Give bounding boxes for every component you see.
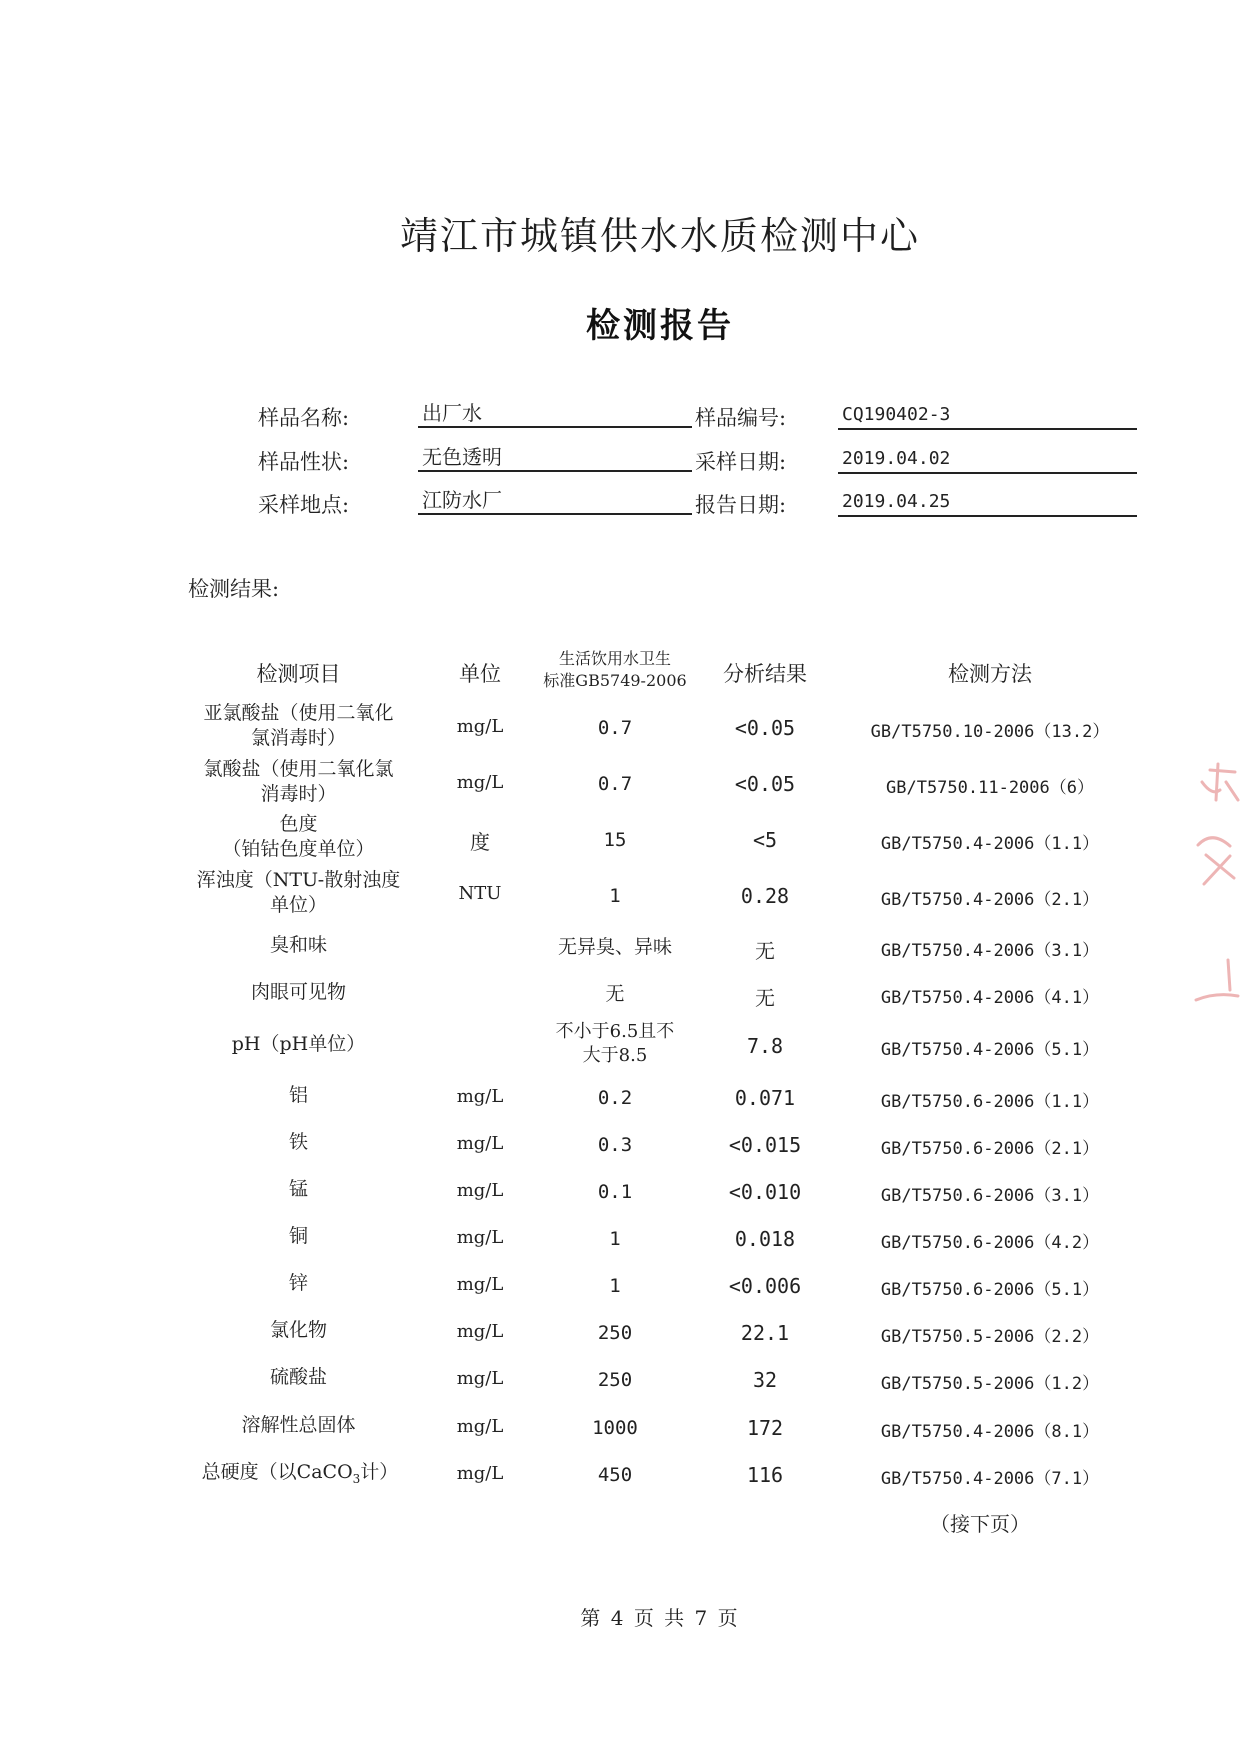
table-row-method: GB/T5750.6-2006（3.1） (880, 1186, 1100, 1206)
table-row-method: GB/T5750.4-2006（7.1） (880, 1469, 1100, 1489)
table-row-unit: mg/L (456, 716, 504, 737)
table-row-unit: mg/L (456, 1368, 504, 1389)
table-row-standard: 1 (609, 885, 621, 907)
table-row-method: GB/T5750.6-2006（4.2） (880, 1233, 1100, 1253)
table-row-result: <0.006 (728, 1274, 802, 1298)
continue-note: （接下页） (930, 1512, 1030, 1536)
table-row-item: 臭和味 (269, 934, 327, 956)
table-row-item (176, 868, 421, 918)
table-row-item: 肉眼可见物 (250, 981, 346, 1003)
table-row-method: GB/T5750.6-2006（5.1） (880, 1280, 1100, 1300)
table-row-standard: 0.3 (597, 1134, 633, 1156)
table-row-item: 铜 (288, 1225, 308, 1247)
table-row-result: 22.1 (740, 1321, 790, 1345)
table-row-result: <5 (752, 828, 778, 852)
header-method: 检测方法 (948, 662, 1032, 686)
header-unit: 单位 (459, 662, 501, 686)
table-row-standard: 250 (597, 1322, 633, 1344)
table-row-item: 锰 (288, 1178, 308, 1200)
table-row-result: 0.28 (740, 884, 790, 908)
table-row-method: GB/T5750.11-2006（6） (886, 778, 1094, 798)
table-row-item (180, 1460, 420, 1492)
table-row-result: <0.010 (728, 1180, 802, 1204)
item-line1: 色度 (279, 813, 318, 835)
table-row-result: 0.018 (734, 1227, 796, 1251)
table-row-item: 溶解性总固体 (241, 1414, 356, 1436)
table-row-result: 32 (752, 1368, 778, 1392)
table-row-unit: 度 (470, 830, 490, 854)
table-row-method: GB/T5750.4-2006（8.1） (880, 1422, 1100, 1442)
item-line1: 亚氯酸盐（使用二氧化 (203, 702, 394, 724)
item-line1: 氯酸盐（使用二氧化氯 (203, 758, 394, 780)
sample-number-label: 样品编号: (695, 406, 787, 430)
stamp-fragment (1190, 760, 1240, 1010)
table-row-unit: mg/L (456, 1321, 504, 1342)
report-date-value: 2019.04.25 (838, 489, 1137, 517)
table-row-method: GB/T5750.5-2006（1.2） (880, 1374, 1100, 1394)
item-line1: 浑浊度（NTU-散射浊度 (196, 869, 401, 891)
table-row-standard: 1 (609, 1275, 621, 1297)
table-row-item: 硫酸盐 (269, 1366, 327, 1388)
header-standard (535, 648, 695, 692)
sample-number-value: CQ190402-3 (838, 402, 1137, 430)
sampling-location-value: 江防水厂 (418, 487, 692, 515)
table-row-result: <0.05 (734, 716, 796, 740)
item-text-after: 计） (360, 1461, 399, 1483)
table-row-standard: 250 (597, 1369, 633, 1391)
table-row-unit: mg/L (456, 1274, 504, 1295)
table-row-result: 7.8 (746, 1034, 784, 1058)
standard-line2: 大于8.5 (582, 1045, 648, 1066)
table-row-result: <0.05 (734, 772, 796, 796)
table-row-item: 锌 (288, 1272, 308, 1294)
table-row-unit: mg/L (456, 1227, 504, 1248)
sampling-location-label: 采样地点: (258, 493, 350, 517)
table-row-standard: 0.2 (597, 1087, 633, 1109)
table-row-standard: 15 (603, 829, 627, 851)
table-row-method: GB/T5750.4-2006（4.1） (880, 988, 1100, 1008)
table-row-method: GB/T5750.6-2006（2.1） (880, 1139, 1100, 1159)
table-row-standard: 1 (609, 1228, 621, 1250)
item-line2: 氯消毒时） (250, 727, 346, 749)
sampling-date-label: 采样日期: (695, 450, 787, 474)
table-row-item (176, 701, 421, 751)
results-label: 检测结果: (188, 577, 280, 601)
table-row-standard: 0.1 (597, 1181, 633, 1203)
header-item: 检测项目 (256, 662, 341, 686)
table-row-method: GB/T5750.10-2006（13.2） (870, 722, 1110, 742)
item-line2: 单位） (269, 894, 327, 916)
table-row-result: 172 (746, 1416, 784, 1440)
table-row-standard (535, 1020, 695, 1068)
sampling-date-value: 2019.04.02 (838, 446, 1137, 474)
table-row-unit: mg/L (456, 1416, 504, 1437)
table-row-item: pH（pH单位） (231, 1033, 366, 1055)
table-row-standard: 无 (605, 983, 625, 1005)
table-row-method: GB/T5750.4-2006（3.1） (880, 941, 1100, 961)
sample-appearance-label: 样品性状: (258, 450, 350, 474)
table-row-result: 无 (755, 986, 775, 1010)
standard-line1: 不小于6.5且不 (555, 1021, 675, 1042)
table-row-result: 116 (746, 1463, 784, 1487)
table-row-item: 铝 (288, 1084, 308, 1106)
table-row-standard: 0.7 (597, 717, 633, 739)
table-row-unit: mg/L (456, 1180, 504, 1201)
page-number: 第 4 页 共 7 页 (580, 1606, 740, 1630)
table-row-standard: 450 (597, 1464, 633, 1486)
table-row-unit: mg/L (456, 1086, 504, 1107)
sample-appearance-value: 无色透明 (418, 444, 692, 472)
table-row-standard: 1000 (592, 1417, 638, 1439)
table-row-standard: 无异臭、异味 (557, 936, 672, 958)
table-row-result: <0.015 (728, 1133, 802, 1157)
table-row-method: GB/T5750.4-2006（1.1） (880, 834, 1100, 854)
table-row-item: 氯化物 (269, 1319, 327, 1341)
document-title: 检测报告 (586, 306, 734, 346)
table-row-unit: NTU (458, 883, 502, 904)
table-row-item (176, 812, 421, 862)
table-row-unit: mg/L (456, 1463, 504, 1484)
table-row-unit: mg/L (456, 1133, 504, 1154)
report-date-label: 报告日期: (695, 493, 787, 517)
item-line2: （铂钴色度单位） (222, 838, 375, 860)
header-result: 分析结果 (723, 662, 807, 686)
table-row-standard: 0.7 (597, 773, 633, 795)
table-row-method: GB/T5750.6-2006（1.1） (880, 1092, 1100, 1112)
organization-name: 靖江市城镇供水水质检测中心 (399, 214, 920, 258)
table-row-method: GB/T5750.4-2006（5.1） (880, 1040, 1100, 1060)
item-subscript: 3 (352, 1471, 361, 1486)
table-row-method: GB/T5750.5-2006（2.2） (880, 1327, 1100, 1347)
table-row-item (176, 757, 421, 807)
item-line2: 消毒时） (260, 783, 337, 805)
table-row-unit: mg/L (456, 772, 504, 793)
sample-name-label: 样品名称: (258, 406, 350, 430)
sample-name-value: 出厂水 (418, 400, 692, 428)
table-row-method: GB/T5750.4-2006（2.1） (880, 890, 1100, 910)
table-row-result: 无 (755, 939, 775, 963)
table-row-result: 0.071 (734, 1086, 796, 1110)
header-standard-line2: 标准GB5749-2006 (543, 671, 687, 690)
item-text: 总硬度（以CaCO (201, 1461, 353, 1483)
header-standard-line1: 生活饮用水卫生 (558, 649, 671, 668)
table-row-item: 铁 (288, 1131, 308, 1153)
